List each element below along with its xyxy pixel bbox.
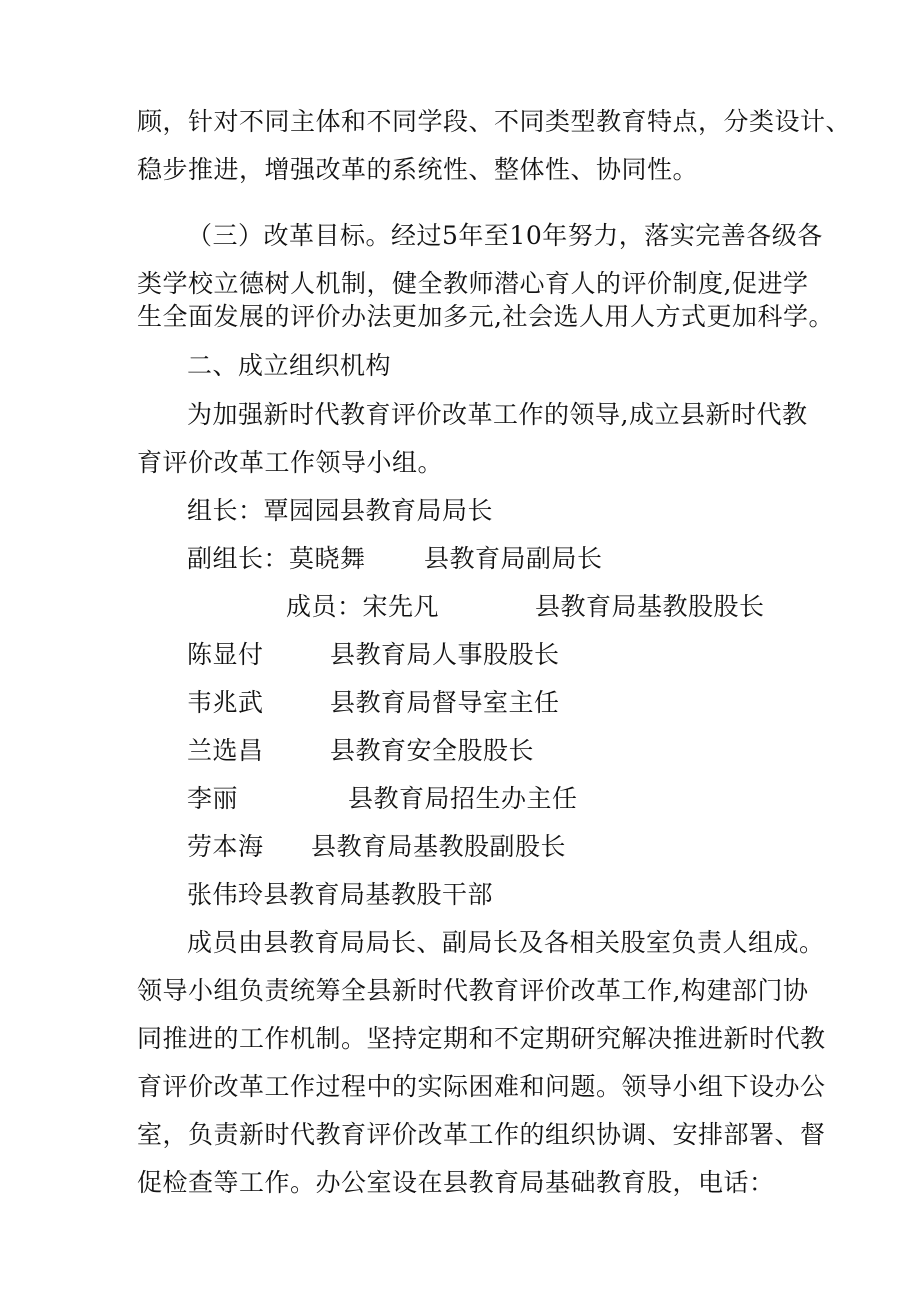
para4-line3: 同推进的工作机制。坚持定期和不定期研究解决推进新时代教 xyxy=(137,1024,826,1053)
para4-line6: 促检查等工作。办公室设在县教育局基础教育股，电话： xyxy=(137,1168,775,1197)
roster-members-title: 县教育局基教股股长 xyxy=(535,592,765,621)
roster-member-1-title: 县教育局人事股股长 xyxy=(330,640,560,669)
para4-line4: 育评价改革工作过程中的实际困难和问题。领导小组下设办公 xyxy=(137,1072,826,1101)
roster-member-6: 张伟玲县教育局基教股干部 xyxy=(187,880,494,909)
roster-deputy-title: 县教育局副局长 xyxy=(424,544,603,573)
roster-member-3-title: 县教育安全股股长 xyxy=(330,736,535,765)
roster-member-2-title: 县教育局督导室主任 xyxy=(330,688,560,717)
para2-line2: 类学校立德树人机制，健全教师潜心育人的评价制度,促进学 xyxy=(137,269,809,298)
para4-line1: 成员由县教育局局长、副局长及各相关股室负责人组成。 xyxy=(187,928,825,957)
roster-member-4-name: 李丽 xyxy=(187,784,239,813)
roster-members-label: 成员：宋先凡 xyxy=(286,592,440,621)
roster-deputy-label: 副组长：莫晓舞 xyxy=(187,544,366,573)
para2-line3: 生全面发展的评价办法更加多元,社会选人用人方式更加科学。 xyxy=(137,302,834,331)
para3-line2: 育评价改革工作领导小组。 xyxy=(137,448,444,477)
para4-line5: 室，负责新时代教育评价改革工作的组织协调、安排部署、督 xyxy=(137,1120,826,1149)
para2-line1: （三）改革目标。经过5年至10年努力，落实完善各级各 xyxy=(187,221,823,250)
para1-line2: 稳步推进，增强改革的系统性、整体性、协同性。 xyxy=(137,155,699,184)
roster-member-5-name: 劳本海 xyxy=(187,832,264,861)
para1-line1: 顾，针对不同主体和不同学段、不同类型教育特点，分类设计、 xyxy=(137,107,852,136)
para4-line2: 领导小组负责统筹全县新时代教育评价改革工作,构建部门协 xyxy=(137,976,809,1005)
roster-member-2-name: 韦兆武 xyxy=(187,688,264,717)
roster-member-4-title: 县教育局招生办主任 xyxy=(348,784,578,813)
roster-member-1-name: 陈显付 xyxy=(187,640,264,669)
para3-line1: 为加强新时代教育评价改革工作的领导,成立县新时代教 xyxy=(187,400,808,429)
roster-member-3-name: 兰选昌 xyxy=(187,736,264,765)
roster-leader: 组长：覃园园县教育局局长 xyxy=(187,496,494,525)
roster-member-5-title: 县教育局基教股副股长 xyxy=(311,832,567,861)
section-heading-2: 二、成立组织机构 xyxy=(187,351,392,380)
